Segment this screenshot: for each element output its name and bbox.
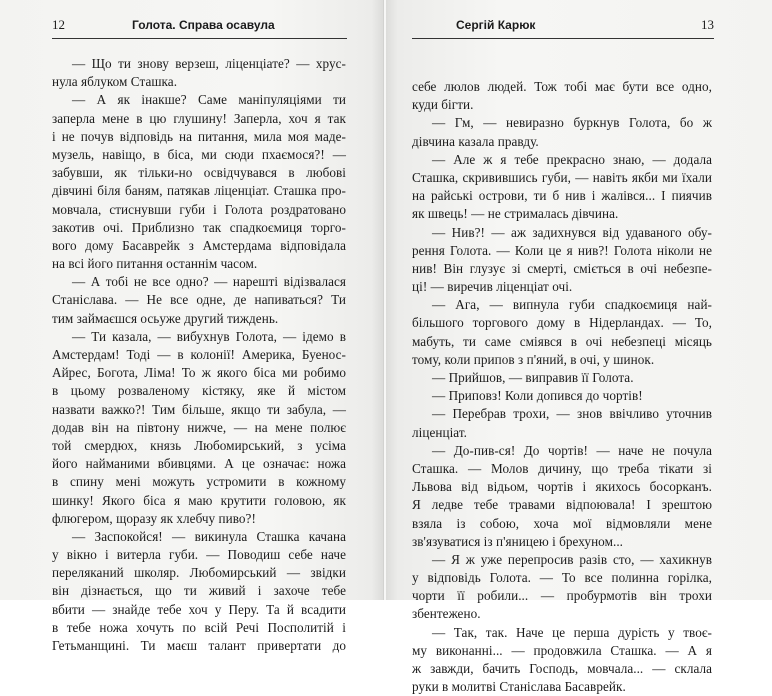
text-line: — Але ж я тебе прекрасно знаю, — додала xyxy=(432,151,712,167)
left-page-text xyxy=(52,55,346,655)
text-line: себе люлов людей. Тож тобі має бути все одно, xyxy=(412,79,712,94)
text-line: — Гм, — невиразно буркнув Голота, бо ж xyxy=(432,115,712,131)
text-line: мабуть, ти саме сміявся в очі небезпеці місяць xyxy=(412,333,712,349)
text-line: руки в молитві Станіслава Басаврейк. xyxy=(412,679,626,695)
text-line: заперла мене в цю глушину! Заперла, хоч я так xyxy=(52,110,346,126)
right-header-rule xyxy=(412,38,714,39)
right-running-head: Сергій Карюк xyxy=(456,18,536,32)
text-line: вбити — знайде тебе хоч у Перу. Та й всадити xyxy=(52,601,346,617)
text-line: нив! Він глузує зі смерті, сміється в очі небезпе- xyxy=(412,260,712,276)
text-line: чорти її робили... — пробурмотів він трохи xyxy=(412,588,712,604)
text-line: Львова від відьом, чортів і якихось босорканъ. xyxy=(412,479,712,495)
left-page xyxy=(0,0,384,653)
text-line: як швець! — не стрималась дівчина. xyxy=(412,206,619,222)
text-line: забувши, як тільки-но освідчувався в любові xyxy=(52,165,346,181)
left-running-head: Голота. Справа осавула xyxy=(132,18,275,32)
text-line: на райські острови, ти б нив і жалівся... І пиячив xyxy=(412,188,712,204)
text-line: — До-пив-ся! До чортів! — наче не почула xyxy=(432,442,712,458)
right-page-text xyxy=(412,78,712,696)
text-line: в тебе ножа хочуть по всій Речі Посполитій і xyxy=(52,619,346,635)
text-line: ж завжди, бачить Господь, мовчала... — склала xyxy=(412,661,712,676)
text-line: мовчала, стиснувши губи і Голота роздратовано xyxy=(52,201,346,217)
text-line: — Нив?! — аж задихнувся від удаваного обу- xyxy=(432,224,712,240)
text-line: — Що ти знову верзеш, ліценціате? — хрус- xyxy=(72,56,346,71)
text-line: в спину мені можуть устромити в кожному xyxy=(52,474,346,490)
text-line: куди бігти. xyxy=(412,97,474,113)
text-line: Амстердам! Тоді — в колонії! Америка, Буенос- xyxy=(52,347,346,362)
text-line: му виконанні... — продовжила Сташка. — А я xyxy=(412,642,712,658)
text-line: Сташка, скривившись губи, — навіть якби ми їхали xyxy=(412,169,712,185)
right-page xyxy=(386,0,772,695)
left-header-rule xyxy=(52,38,347,39)
text-line: на всі його питання останнім часом. xyxy=(52,256,258,272)
text-line: Сташка. — Молов дичину, що треба тікати зі xyxy=(412,460,712,476)
right-page-header xyxy=(412,10,714,36)
text-line: ліценціат. xyxy=(412,424,468,440)
text-line: — А тобі не все одно? — нарешті відізвалася xyxy=(72,274,346,290)
text-line: дівчині біля баням, патякав ліценціат. Сташка про- xyxy=(52,183,346,199)
text-line: зв'язуватися із п'яницею і брехуном... xyxy=(412,533,624,549)
text-line: — Так, так. Наче це перша дурість у твоє- xyxy=(432,624,712,640)
text-line: тим займаєшся осьуже другий тиждень. xyxy=(52,310,279,326)
text-line: ці! — виречив ліценціат очі. xyxy=(412,279,573,295)
text-line: переляканий школяр. Любомирський — звідки xyxy=(52,565,346,581)
text-line: — А як інакше? Саме маніпуляціями ти xyxy=(72,92,346,108)
text-line: назвати важко?! Тим більше, якщо ти забула, — xyxy=(52,401,346,417)
text-line: — Я ж уже перепросив разів сто, — хахикнув xyxy=(432,551,712,567)
text-line: Гетьманщині. Ти маєш талант привертати до xyxy=(52,638,346,653)
text-line: тому, коли припов з п'яний, в очі, у шинок. xyxy=(412,351,655,367)
text-line: більшого торгового дому в Нідерландах. — То, xyxy=(412,315,712,331)
text-line: — Приповз! Коли допився до чортів! xyxy=(432,388,643,404)
text-line: він дізнається, що ти живий і захоче тебе xyxy=(52,583,346,599)
text-line: — Прийшов, — виправив її Голота. xyxy=(432,370,634,385)
text-line: — Ага, — випнула губи спадкоємиця най- xyxy=(432,297,712,313)
text-line: Айрес, Богота, Ліма! То ж якого біса ми робимо xyxy=(52,365,346,381)
text-line: флюгером, щоразу як хлебчу пиво?! xyxy=(52,510,256,526)
right-page-number: 13 xyxy=(701,17,714,32)
text-line: збентежено. xyxy=(412,606,481,622)
text-line: рення Голота. — Коли це я нив?! Голота ніколи не xyxy=(412,242,712,258)
text-line: закотив очі. Приблизно так спадкоємиця торго- xyxy=(52,219,346,235)
text-line: — Заспокойся! — викинула Сташка качана xyxy=(72,528,346,544)
text-line: нула яблуком Сташка. xyxy=(52,74,178,90)
text-line: його найманими вбивцями. А це означає: ножа xyxy=(52,456,346,472)
text-line: музель, навіщо, в біса, ми сюди пхаємося?! — xyxy=(52,146,346,162)
text-line: додав він на півтону нижче, — на мене полює xyxy=(52,419,346,435)
text-line: дівчина казала правду. xyxy=(412,133,539,149)
text-line: і не почув відповідь на питання, мила моя маде- xyxy=(52,128,346,144)
text-line: — Перебрав трохи, — знов ввічливо уточнив xyxy=(432,406,712,422)
text-line: Я ледве тебе травами відпоювала! І зрештою xyxy=(412,497,712,513)
text-line: в цьому розваленому кістяку, яке й містом xyxy=(52,383,346,399)
text-line: взяла із собою, хоча мої відмовляли мене xyxy=(412,515,712,531)
text-line: у вікно і витерла губи. — Поводиш себе наче xyxy=(52,547,346,563)
left-page-header xyxy=(52,10,347,36)
left-page-number: 12 xyxy=(52,17,65,32)
text-line: вого дому Басаврейк з Амстердама відповідала xyxy=(52,237,346,253)
text-line: — Ти казала, — вибухнув Голота, — ідемо в xyxy=(72,328,346,344)
text-line: у відповідь Голота. — То все полинна горілка, xyxy=(412,570,712,586)
text-line: той смердюх, князь Любомирський, з усіма xyxy=(52,437,346,453)
text-line: шинку! Якого біса я маю крутити головою, як xyxy=(52,492,346,508)
text-line: Станіслава. — Не все одне, де напиваться? Ти xyxy=(52,292,346,308)
